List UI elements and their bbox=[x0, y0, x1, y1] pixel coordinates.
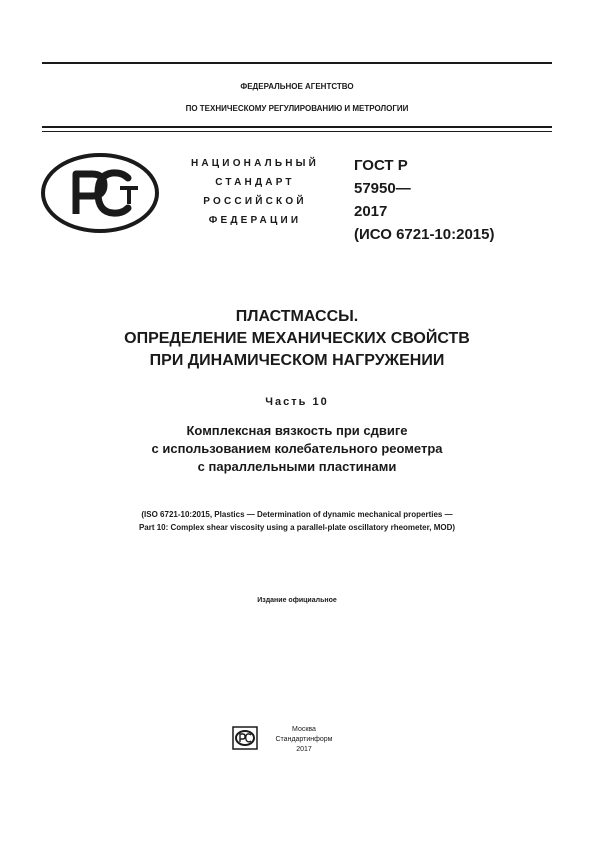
document-subtitle bbox=[42, 422, 552, 476]
gost-line-2: 57950— bbox=[354, 180, 411, 197]
national-standard-line-3: РОССИЙСКОЙ bbox=[203, 196, 307, 207]
publisher-city: Москва bbox=[292, 726, 316, 733]
agency-line-2: ПО ТЕХНИЧЕСКОМУ РЕГУЛИРОВАНИЮ И МЕТРОЛОГИИ bbox=[185, 104, 409, 113]
subtitle-line-2: с использованием колебательного реометра bbox=[151, 441, 443, 456]
gost-line-3: 2017 bbox=[354, 203, 388, 220]
gost-designation bbox=[354, 154, 554, 246]
agency-rule-thick bbox=[42, 126, 552, 128]
national-standard-line-4: ФЕДЕРАЦИИ bbox=[208, 215, 302, 226]
publisher-info bbox=[262, 725, 346, 755]
document-title bbox=[42, 306, 552, 372]
iso-reference bbox=[42, 508, 552, 534]
iso-reference-line-1: (ISO 6721-10:2015, Plastics — Determination of dynamic mechanical properties — bbox=[141, 510, 453, 519]
title-line-1: ПЛАСТМАССЫ. bbox=[235, 308, 359, 325]
standartinform-logo-icon bbox=[232, 726, 258, 750]
subtitle-line-1: Комплексная вязкость при сдвиге bbox=[186, 423, 408, 438]
gost-line-1: ГОСТ Р bbox=[354, 157, 408, 174]
title-line-2: ОПРЕДЕЛЕНИЕ МЕХАНИЧЕСКИХ СВОЙСТВ bbox=[124, 330, 470, 347]
agency-line-1: ФЕДЕРАЛЬНОЕ АГЕНТСТВО bbox=[240, 82, 354, 91]
national-standard-line-1: НАЦИОНАЛЬНЫЙ bbox=[190, 158, 320, 169]
title-line-3: ПРИ ДИНАМИЧЕСКОМ НАГРУЖЕНИИ bbox=[149, 352, 445, 369]
publisher-name: Стандартинформ bbox=[275, 736, 333, 743]
national-standard-block bbox=[172, 154, 338, 230]
official-edition: Издание официальное bbox=[257, 597, 337, 604]
top-rule-thick bbox=[42, 62, 552, 64]
national-standard-line-2: СТАНДАРТ bbox=[215, 177, 295, 188]
subtitle-line-3: с параллельными пластинами bbox=[197, 459, 397, 474]
gost-r-logo-icon bbox=[40, 152, 160, 234]
part-number: Часть 10 bbox=[265, 396, 329, 408]
publisher-year: 2017 bbox=[296, 746, 312, 753]
iso-reference-line-2: Part 10: Complex shear viscosity using a parallel-plate oscillatory rheometer, MOD) bbox=[138, 523, 456, 532]
gost-line-4: (ИСО 6721-10:2015) bbox=[354, 226, 495, 243]
agency-rule-thin bbox=[42, 131, 552, 132]
